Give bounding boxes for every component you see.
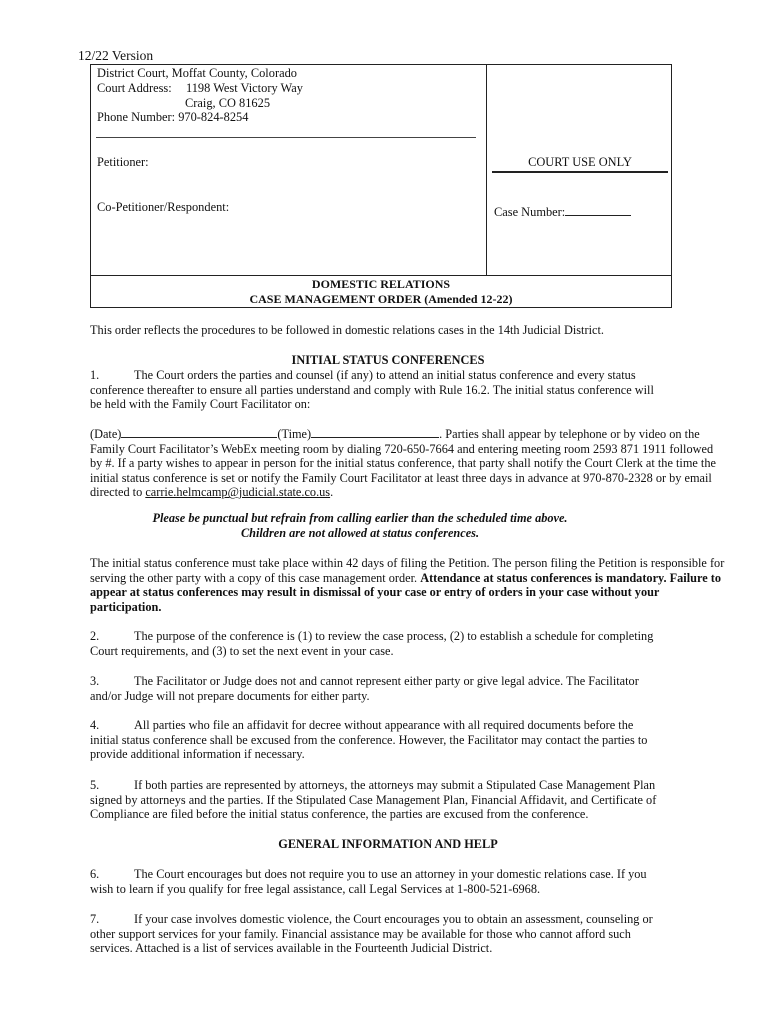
timing-text: serving the other party with a copy of this case management order. xyxy=(90,570,421,585)
case-number-field[interactable] xyxy=(565,204,631,216)
item-text: If both parties are represented by attorneys, the attorneys may submit a Stipulated Case Management Plan xyxy=(134,778,656,792)
item-7 xyxy=(90,912,740,956)
item-4 xyxy=(90,718,740,762)
item-number: 2. xyxy=(90,629,100,643)
email-link[interactable]: carrie.helmcamp@judicial.state.co.us xyxy=(145,485,331,500)
notice-line: Please be punctual but refrain from calling earlier than the scheduled time above. xyxy=(152,511,568,525)
date-label: (Date) xyxy=(90,427,122,441)
item-number: 3. xyxy=(90,674,100,688)
caption-divider xyxy=(486,64,487,276)
title-line1: DOMESTIC RELATIONS xyxy=(311,277,451,291)
schedule-text: by #. If a party wishes to appear in person for the initial status conference, that party shall notify the Court Clerk at the time the xyxy=(90,456,716,471)
court-address-label: Court Address: xyxy=(97,81,172,95)
notice-line: Children are not allowed at status conferences. xyxy=(240,525,480,540)
petitioner-label: Petitioner: xyxy=(97,155,149,169)
time-label: (Time) xyxy=(277,427,312,441)
item-number: 6. xyxy=(90,867,100,881)
time-field[interactable] xyxy=(311,427,439,438)
court-address-line1: 1198 West Victory Way xyxy=(186,81,303,95)
schedule-text: directed to xyxy=(90,485,146,500)
item-text: The Court encourages but does not require you to use an attorney in your domestic relations case. If you xyxy=(134,867,647,881)
timing-paragraph xyxy=(90,556,760,614)
intro-text: This order reflects the procedures to be followed in domestic relations cases in the 14th Judicial District. xyxy=(90,323,604,337)
court-name: District Court, Moffat County, Colorado xyxy=(97,66,297,80)
timing-text: The initial status conference must take place within 42 days of filing the Petition. The person filing the Petition is responsible for xyxy=(90,556,725,570)
item-text: The Court orders the parties and counsel (if any) to attend an initial status conference and every status xyxy=(134,368,636,382)
item-text: and/or Judge will not prepare documents for either party. xyxy=(90,688,370,703)
court-use-only: COURT USE ONLY xyxy=(492,155,668,173)
mandatory-warning: participation. xyxy=(90,599,162,614)
item-text: signed by attorneys and the parties. If the Stipulated Case Management Plan, Financial Affidavit, and Certificate of xyxy=(90,792,657,807)
item-text: The Facilitator or Judge does not and cannot represent either party or give legal advice. The Facilitator xyxy=(134,674,639,688)
item-1 xyxy=(90,368,740,412)
item-text: wish to learn if you qualify for free legal assistance, call Legal Services at 1-800-521-6968. xyxy=(90,881,541,896)
item-text: If your case involves domestic violence, the Court encourages you to obtain an assessment, counseling or xyxy=(134,912,653,926)
date-field[interactable] xyxy=(121,427,277,438)
item-text: initial status conference shall be excused from the conference. However, the Facilitator may contact the parties to xyxy=(90,732,648,747)
caption-rule xyxy=(96,137,476,138)
item-number: 5. xyxy=(90,778,100,792)
schedule-text: . Parties shall appear by telephone or by video on the xyxy=(439,427,700,441)
item-text: other support services for your family. Financial assistance may be available for those who cannot afford such xyxy=(90,926,631,941)
item-text: Compliance are filed before the initial status conference, the parties are excused from the conference. xyxy=(90,807,589,822)
section-heading-initial: INITIAL STATUS CONFERENCES xyxy=(291,353,485,367)
mandatory-warning: Attendance at status conferences is mandatory. Failure to xyxy=(420,570,721,585)
phone-number: Phone Number: 970-824-8254 xyxy=(97,110,249,124)
punctuality-notice xyxy=(90,511,630,540)
schedule-text: Family Court Facilitator’s WebEx meeting room by dialing 720-650-7664 and entering meeting room 2593 871 1911 followed xyxy=(90,441,714,456)
item-text: Court requirements, and (3) to set the next event in your case. xyxy=(90,643,394,658)
item-2 xyxy=(90,629,740,658)
schedule-text: initial status conference is set or notify the Family Court Facilitator at least three days in advance at 970-870-2328 or by email xyxy=(90,470,712,485)
document-title xyxy=(90,275,672,308)
item-number: 4. xyxy=(90,718,100,732)
item-5 xyxy=(90,778,740,822)
item-text: provide additional information if necessary. xyxy=(90,747,305,762)
item-text: All parties who file an affidavit for decree without appearance with all required documents before the xyxy=(134,718,634,732)
item-text: The purpose of the conference is (1) to review the case process, (2) to establish a schedule for completing xyxy=(134,629,654,643)
schedule-paragraph xyxy=(90,427,750,500)
section-heading-general: GENERAL INFORMATION AND HELP xyxy=(278,837,498,851)
item-text: conference thereafter to ensure all parties understand and comply with Rule 16.2. The initial status conference will xyxy=(90,382,654,397)
court-address-line2: Craig, CO 81625 xyxy=(185,96,271,110)
item-6 xyxy=(90,867,740,896)
item-text: services. Attached is a list of services available in the Fourteenth Judicial District. xyxy=(90,941,493,956)
case-number xyxy=(494,204,631,220)
respondent-label: Co-Petitioner/Respondent: xyxy=(97,200,230,214)
version-label: 12/22 Version xyxy=(78,48,154,63)
case-number-label: Case Number: xyxy=(494,205,566,219)
title-line2: CASE MANAGEMENT ORDER (Amended 12-22) xyxy=(249,291,513,306)
item-number: 1. xyxy=(90,368,100,382)
item-number: 7. xyxy=(90,912,100,926)
item-text: be held with the Family Court Facilitator on: xyxy=(90,397,311,412)
item-3 xyxy=(90,674,740,703)
mandatory-warning: appear at status conferences may result in dismissal of your case or entry of orders in your case without your xyxy=(90,585,660,600)
schedule-text: . xyxy=(330,485,334,500)
